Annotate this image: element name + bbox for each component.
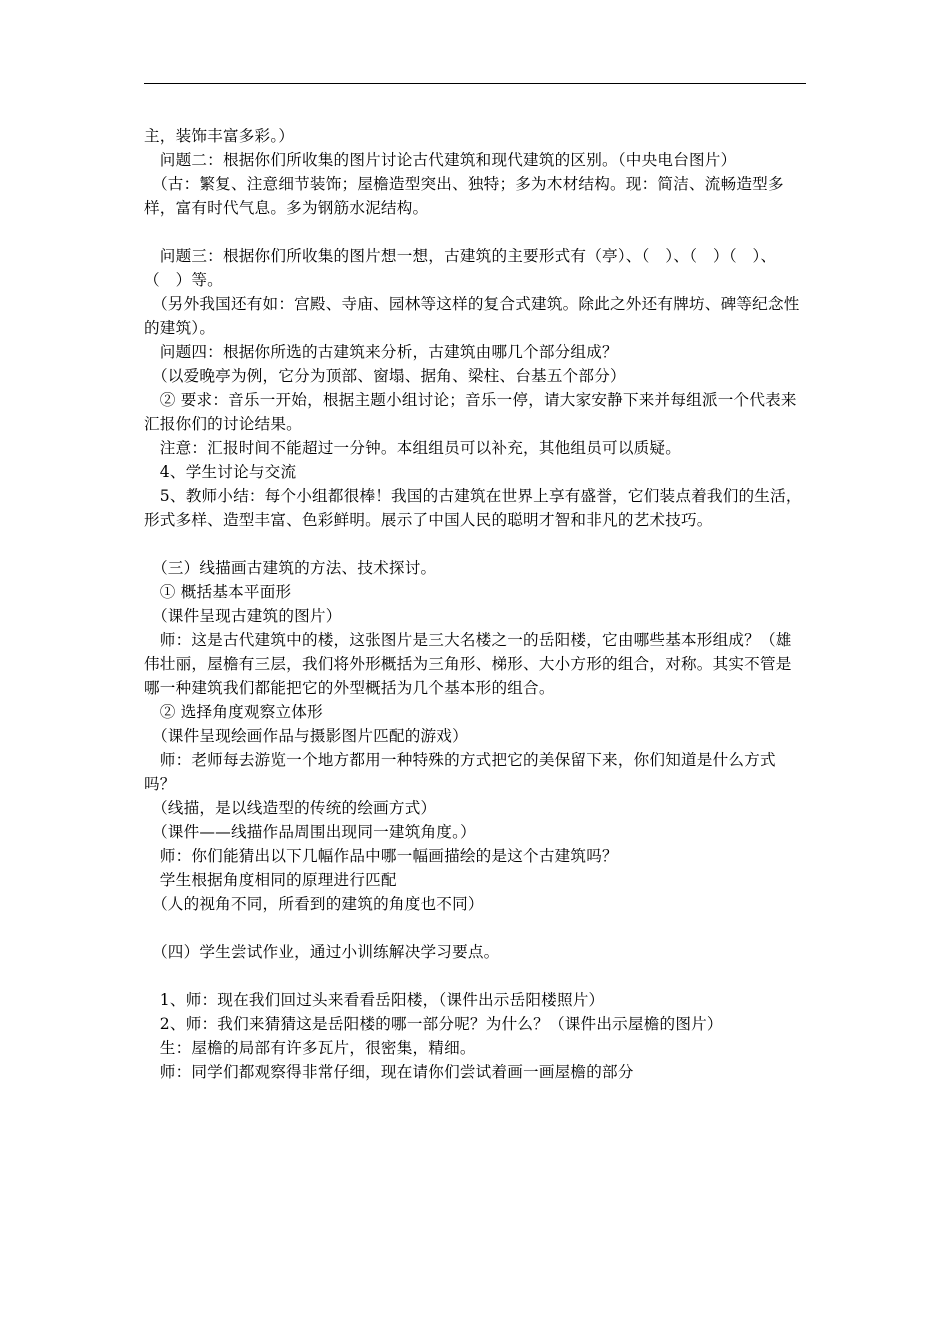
- section-heading: （三）线描画古建筑的方法、技术探讨。: [144, 559, 437, 577]
- blank-line: [144, 532, 806, 556]
- paragraph: （线描，是以线造型的传统的绘画方式）: [144, 799, 437, 817]
- paragraph: 师：同学们都观察得非常仔细，现在请你们尝试着画一画屋檐的部分: [144, 1063, 634, 1081]
- paragraph: 问题四：根据你所选的古建筑来分析，古建筑由哪几个部分组成？: [144, 343, 618, 361]
- paragraph: 师：老师每去游览一个地方都用一种特殊的方式把它的美保留下来，你们知道是什么方式吗？: [144, 751, 776, 793]
- document-body: [144, 124, 806, 1084]
- paragraph: 2、师：我们来猜猜这是岳阳楼的哪一部分呢？为什么？（课件出示屋檐的图片）: [144, 1015, 723, 1033]
- paragraph: 问题三：根据你们所收集的图片想一想，古建筑的主要形式有（亭）、（ ）、（ ）（ ）、（ ）等。: [144, 247, 777, 289]
- paragraph: 注意：汇报时间不能超过一分钟。本组组员可以补充，其他组员可以质疑。: [144, 439, 681, 457]
- paragraph: 主，装饰丰富多彩。）: [144, 127, 295, 145]
- paragraph: 学生根据角度相同的原理进行匹配: [144, 871, 397, 889]
- paragraph: 问题二：根据你们所收集的图片讨论古代建筑和现代建筑的区别。（中央电台图片）: [144, 151, 737, 169]
- paragraph: （古：繁复、注意细节装饰；屋檐造型突出、独特；多为木材结构。现：简洁、流畅造型多样，富有时代气息。多为钢筋水泥结构。: [144, 175, 784, 217]
- paragraph: （人的视角不同，所看到的建筑的角度也不同）: [144, 895, 484, 913]
- paragraph: （课件——线描作品周围出现同一建筑角度。）: [144, 823, 476, 841]
- paragraph: ② 选择角度观察立体形: [144, 703, 323, 721]
- blank-line: [144, 220, 806, 244]
- paragraph: 1、师：现在我们回过头来看看岳阳楼，（课件出示岳阳楼照片）: [144, 991, 605, 1009]
- section-heading: （四）学生尝试作业，通过小训练解决学习要点。: [144, 943, 500, 961]
- paragraph: ① 概括基本平面形: [144, 583, 292, 601]
- paragraph: 4、学生讨论与交流: [144, 463, 297, 481]
- paragraph: （另外我国还有如：宫殿、寺庙、园林等这样的复合式建筑。除此之外还有牌坊、碑等纪念性的建筑）。: [144, 295, 800, 337]
- paragraph: （课件呈现古建筑的图片）: [144, 607, 342, 625]
- paragraph: （以爱晚亭为例，它分为顶部、窗塌、据角、梁柱、台基五个部分）: [144, 367, 626, 385]
- blank-line: [144, 916, 806, 940]
- paragraph: ② 要求：音乐一开始，根据主题小组讨论；音乐一停，请大家安静下来并每组派一个代表来汇报你们的讨论结果。: [144, 391, 797, 433]
- header-rule: [144, 83, 806, 84]
- paragraph: 生：屋檐的局部有许多瓦片，很密集，精细。: [144, 1039, 476, 1057]
- paragraph: 5、教师小结：每个小组都很棒！我国的古建筑在世界上享有盛誉，它们装点着我们的生活，形式多样、造型丰富、色彩鲜明。展示了中国人民的聪明才智和非凡的艺术技巧。: [144, 487, 802, 529]
- blank-line: [144, 964, 806, 988]
- paragraph: 师：你们能猜出以下几幅作品中哪一幅画描绘的是这个古建筑吗？: [144, 847, 618, 865]
- paragraph: （课件呈现绘画作品与摄影图片匹配的游戏）: [144, 727, 468, 745]
- paragraph: 师：这是古代建筑中的楼，这张图片是三大名楼之一的岳阳楼，它由哪些基本形组成？（雄伟壮丽，屋檐有三层，我们将外形概括为三角形、梯形、大小方形的组合，对称。其实不管是哪一种建筑我们都能把它的外型概括为几个基本形的组合。: [144, 631, 792, 697]
